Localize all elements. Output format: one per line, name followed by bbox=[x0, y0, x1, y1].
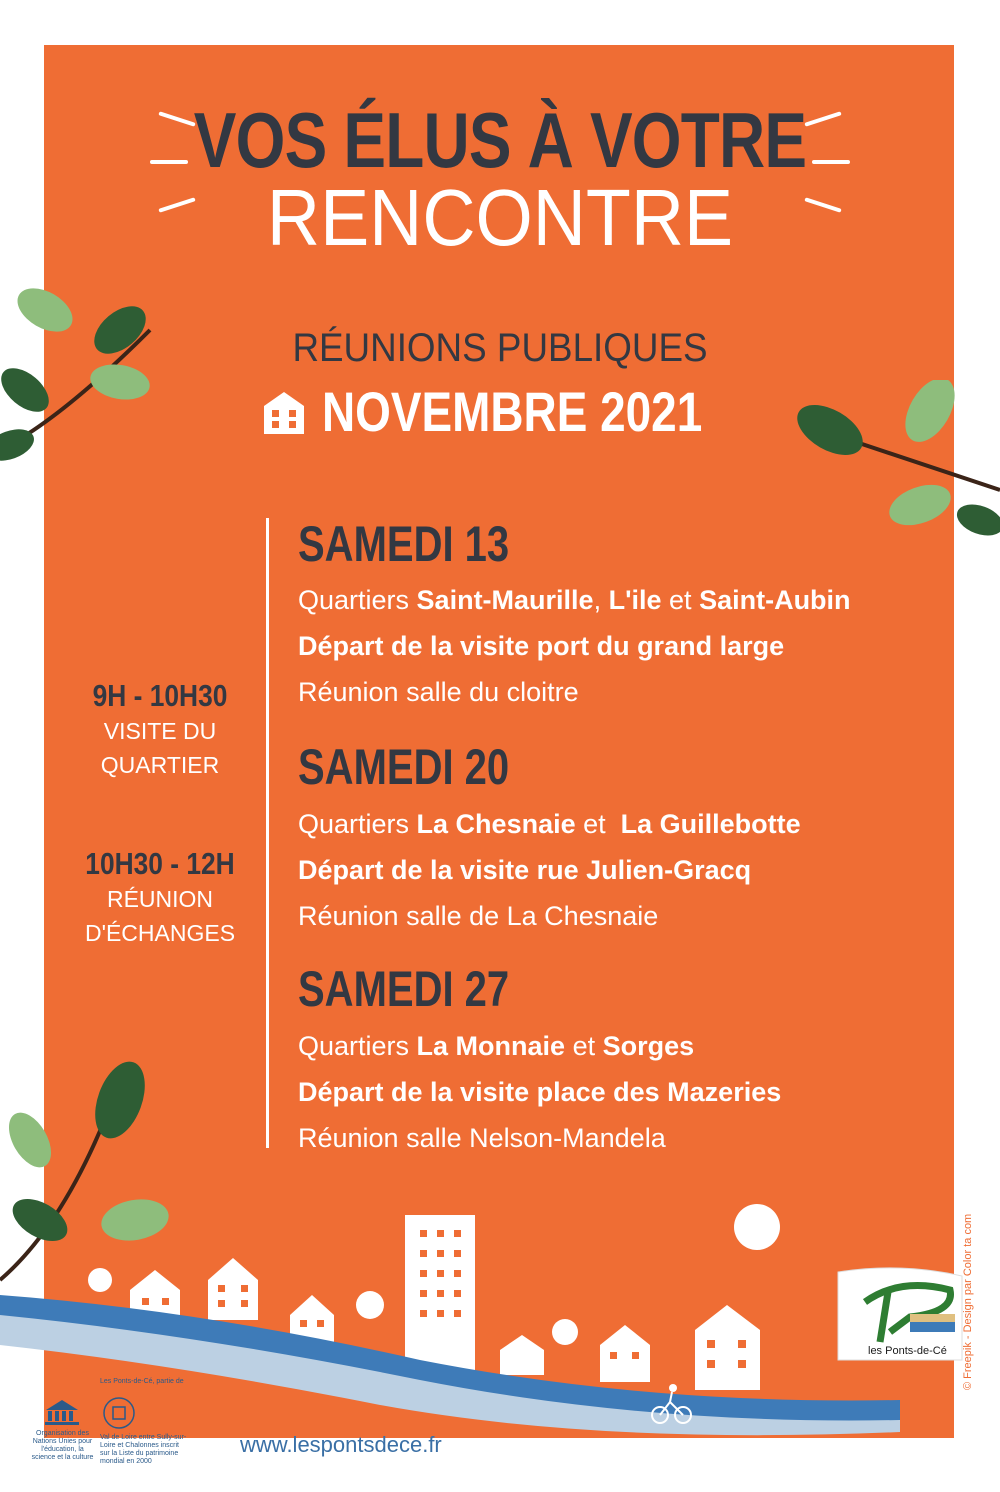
time-block bbox=[60, 846, 260, 950]
leaves-right-icon bbox=[790, 380, 1000, 560]
leaves-left-top-icon bbox=[0, 270, 170, 470]
world-heritage-icon bbox=[102, 1396, 136, 1430]
subtitle-line2: NOVEMBRE 2021 bbox=[262, 382, 786, 442]
day-heading: SAMEDI 20 bbox=[298, 739, 510, 795]
unesco-caption: Organisation des Nations Unies pour l'éducation, la science et la culture bbox=[31, 1430, 94, 1461]
timeline-line bbox=[266, 518, 269, 1148]
day-heading: SAMEDI 13 bbox=[298, 516, 510, 572]
house-icon bbox=[262, 390, 306, 436]
credit-text: © Freepik - Design par Color ta com bbox=[962, 1213, 974, 1390]
website-link[interactable]: www.lespontsdece.fr bbox=[240, 1432, 442, 1457]
day-depart: Départ de la visite rue Julien-Gracq bbox=[298, 855, 752, 885]
val-de-loire-bottom: Val de Loire entre Sully-sur-Loire et Chalonnes inscrit sur la Liste du patrimoine mondial en 2000 bbox=[100, 1434, 187, 1465]
title-line1: VOS ÉLUS À VOTRE bbox=[193, 96, 807, 184]
unesco-logo bbox=[42, 1398, 82, 1426]
day-reunion: Réunion salle de La Chesnaie bbox=[298, 901, 659, 931]
time-hours: 10H30 - 12H bbox=[85, 846, 235, 881]
day-reunion: Réunion salle du cloitre bbox=[298, 677, 579, 707]
day-quarters: Quartiers La Monnaie et Sorges bbox=[298, 1031, 695, 1061]
time-hours: 9H - 10H30 bbox=[92, 678, 228, 713]
day-quarters: Quartiers Saint-Maurille, L'ile et Saint-Aubin bbox=[298, 585, 851, 615]
day-heading: SAMEDI 27 bbox=[298, 961, 510, 1017]
time-desc: QUARTIER bbox=[100, 752, 220, 778]
time-desc: VISITE DU bbox=[103, 718, 217, 744]
logo-caption: les Ponts-de-Cé bbox=[868, 1345, 947, 1357]
time-desc: D'ÉCHANGES bbox=[84, 920, 236, 946]
time-block bbox=[60, 678, 260, 782]
day-quarters: Quartiers La Chesnaie et La Guillebotte bbox=[298, 809, 801, 839]
val-de-loire-top: Les Ponts-de-Cé, partie de bbox=[100, 1378, 184, 1385]
day-reunion: Réunion salle Nelson-Mandela bbox=[298, 1123, 666, 1153]
day-depart: Départ de la visite port du grand large bbox=[298, 631, 785, 661]
time-desc: RÉUNION bbox=[106, 886, 214, 912]
title-line2: RENCONTRE bbox=[266, 173, 734, 262]
day-depart: Départ de la visite place des Mazeries bbox=[298, 1077, 782, 1107]
subtitle-line1: RÉUNIONS PUBLIQUES bbox=[292, 326, 708, 370]
